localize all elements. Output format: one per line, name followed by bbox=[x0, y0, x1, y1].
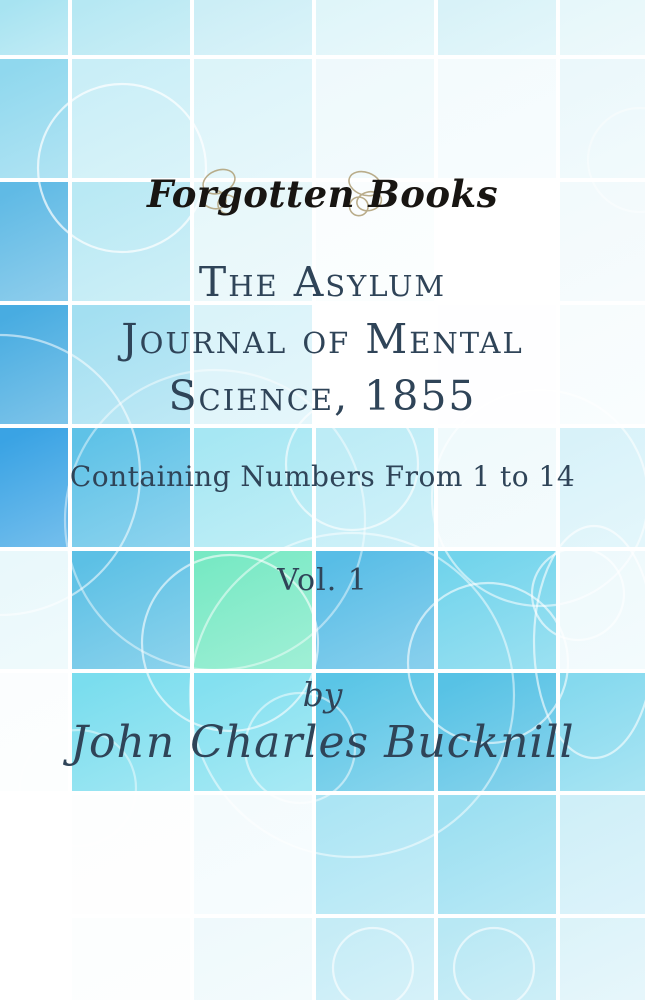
background-cell bbox=[0, 305, 68, 424]
title-line-2: Journal of Mental bbox=[121, 315, 524, 363]
background-cell bbox=[316, 918, 434, 1000]
background-cell bbox=[72, 551, 190, 669]
background-cell bbox=[0, 795, 68, 914]
background-cell bbox=[0, 428, 68, 547]
background-cell bbox=[194, 0, 312, 55]
background-cell bbox=[0, 59, 68, 178]
background-cell bbox=[0, 918, 68, 1000]
background-cell bbox=[438, 182, 556, 301]
background-cell bbox=[560, 551, 645, 669]
title-line-3: Science, 1855 bbox=[168, 372, 477, 420]
background-cell bbox=[560, 182, 645, 301]
background-cell bbox=[560, 673, 645, 791]
background-cell bbox=[194, 182, 312, 301]
background-cell bbox=[438, 59, 556, 178]
background-cell bbox=[316, 305, 434, 424]
background-cell bbox=[438, 428, 556, 547]
background-cell bbox=[316, 0, 434, 55]
background-cell bbox=[438, 918, 556, 1000]
background-cell bbox=[438, 551, 556, 669]
background-cell bbox=[72, 59, 190, 178]
background-cell bbox=[72, 428, 190, 547]
background-cell bbox=[560, 0, 645, 55]
byline: by bbox=[302, 675, 343, 714]
background-cell bbox=[316, 673, 434, 791]
background-cell bbox=[316, 428, 434, 547]
background-cell bbox=[560, 59, 645, 178]
background-cell bbox=[560, 795, 645, 914]
volume-label: Vol. 1 bbox=[277, 563, 368, 598]
background-cell bbox=[316, 59, 434, 178]
background-cell bbox=[72, 673, 190, 791]
background-cell bbox=[0, 551, 68, 669]
background-cell bbox=[560, 305, 645, 424]
background-cell bbox=[316, 795, 434, 914]
title-line-1: The Asylum bbox=[198, 258, 447, 306]
background-cell bbox=[72, 305, 190, 424]
background-cell bbox=[560, 918, 645, 1000]
background-cell bbox=[0, 673, 68, 791]
background-cell bbox=[194, 673, 312, 791]
background-cell bbox=[316, 551, 434, 669]
background-cell bbox=[72, 182, 190, 301]
background-cell bbox=[72, 795, 190, 914]
background-cell bbox=[0, 0, 68, 55]
background-cell bbox=[0, 182, 68, 301]
background-cell bbox=[194, 305, 312, 424]
book-subtitle: Containing Numbers From 1 to 14 bbox=[69, 460, 576, 493]
background-cell bbox=[194, 795, 312, 914]
background-cell bbox=[194, 59, 312, 178]
background-cell bbox=[560, 428, 645, 547]
background-cell bbox=[194, 428, 312, 547]
background-cell bbox=[316, 182, 434, 301]
background-cell bbox=[194, 918, 312, 1000]
background-cell bbox=[72, 0, 190, 55]
background-cell bbox=[438, 0, 556, 55]
background-cell bbox=[72, 918, 190, 1000]
background-cell bbox=[438, 305, 556, 424]
publisher-logo-text: Forgotten Books bbox=[146, 172, 499, 216]
background-cell bbox=[438, 795, 556, 914]
background-cell bbox=[194, 551, 312, 669]
background-cell bbox=[438, 673, 556, 791]
author-name: John Charles Bucknill bbox=[70, 717, 575, 768]
